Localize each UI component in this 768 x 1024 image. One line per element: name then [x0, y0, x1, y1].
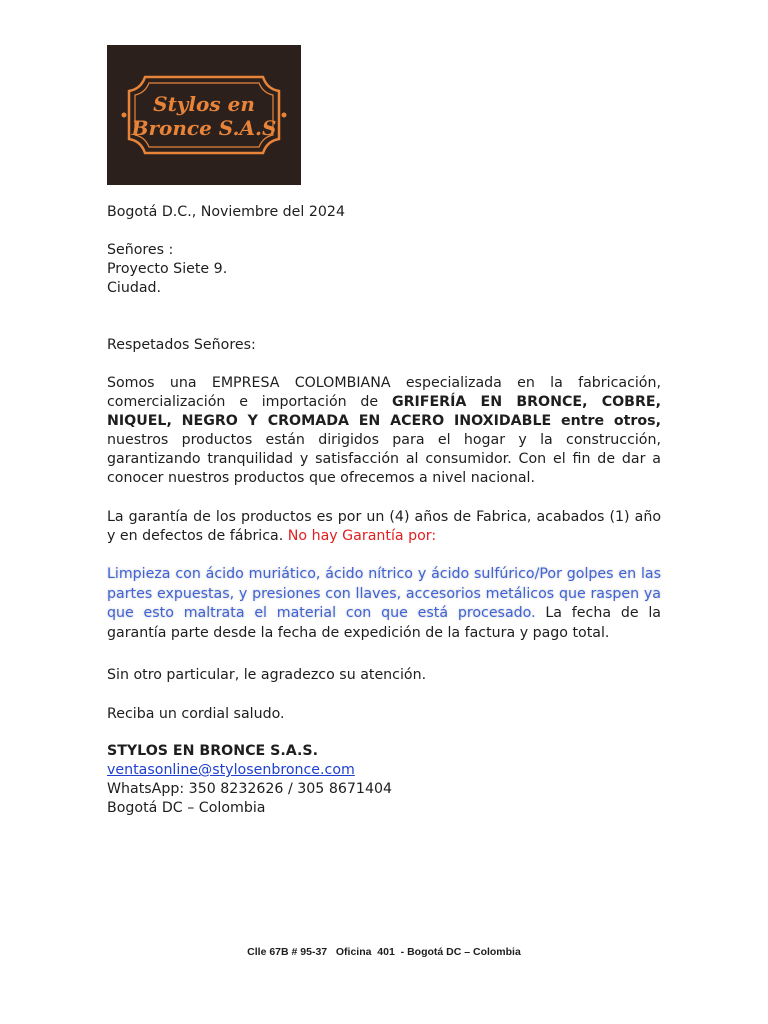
- logo-text-line2: Bronce S.A.S: [131, 116, 277, 140]
- addressee: [107, 241, 661, 298]
- logo-text-line1: Stylos en: [153, 92, 255, 116]
- intro-paragraph: [107, 374, 661, 488]
- exclusions-highlighted: Limpieza con ácido muriático, ácido nítrico y ácido sulfúrico/Por golpes en las partes expuestas, y presiones con llaves, accesorios metálicos que raspen ya que esto maltrata el material con que está procesado.: [107, 566, 661, 621]
- intro-text-start: Somos una EMPRESA COLOMBIANA especializada en la fabricación, comercialización e importación de: [107, 375, 661, 410]
- footer-address: Clle 67B # 95-37 Oficina 401 - Bogotá DC – Colombia: [247, 946, 521, 958]
- no-warranty-label: No hay Garantía por:: [287, 528, 437, 544]
- salutation: Respetados Señores:: [107, 337, 256, 353]
- logo-dot-right: [282, 113, 287, 118]
- signature-block: [107, 742, 661, 818]
- intro-text-end: nuestros productos están dirigidos para el hogar y la construcción, garantizando tranquilidad y satisfacción al consumidor. Con el fin de dar a conocer nuestros productos que ofrecemos a nivel nacional.: [107, 432, 661, 486]
- closing-regards: Reciba un cordial saludo.: [107, 706, 285, 722]
- signature-city: Bogotá DC – Colombia: [107, 800, 266, 816]
- addressee-line2: Proyecto Siete 9.: [107, 261, 228, 277]
- exclusions-paragraph: [107, 565, 661, 643]
- logo-emblem: [107, 45, 301, 185]
- addressee-line1: Señores :: [107, 242, 174, 258]
- addressee-line3: Ciudad.: [107, 280, 162, 296]
- logo-dot-left: [122, 113, 127, 118]
- warranty-paragraph: [107, 508, 661, 546]
- signature-company: STYLOS EN BRONCE S.A.S.: [107, 743, 318, 759]
- signature-whatsapp: WhatsApp: 350 8232626 / 305 8671404: [107, 781, 393, 797]
- closing-thanks: Sin otro particular, le agradezco su atención.: [107, 667, 427, 683]
- warranty-text: La garantía de los productos es por un (4) años de Fabrica, acabados (1) año y en defectos de fábrica.: [107, 509, 661, 544]
- date-line: Bogotá D.C., Noviembre del 2024: [107, 204, 345, 220]
- intro-products-bold: GRIFERÍA EN BRONCE, COBRE, NIQUEL, NEGRO Y CROMADA EN ACERO INOXIDABLE entre otros,: [107, 394, 661, 429]
- signature-email-link[interactable]: ventasonline@stylosenbronce.com: [107, 762, 355, 778]
- company-logo: [107, 45, 301, 185]
- exclusions-rest: La fecha de la garantía parte desde la fecha de expedición de la factura y pago total.: [107, 605, 662, 641]
